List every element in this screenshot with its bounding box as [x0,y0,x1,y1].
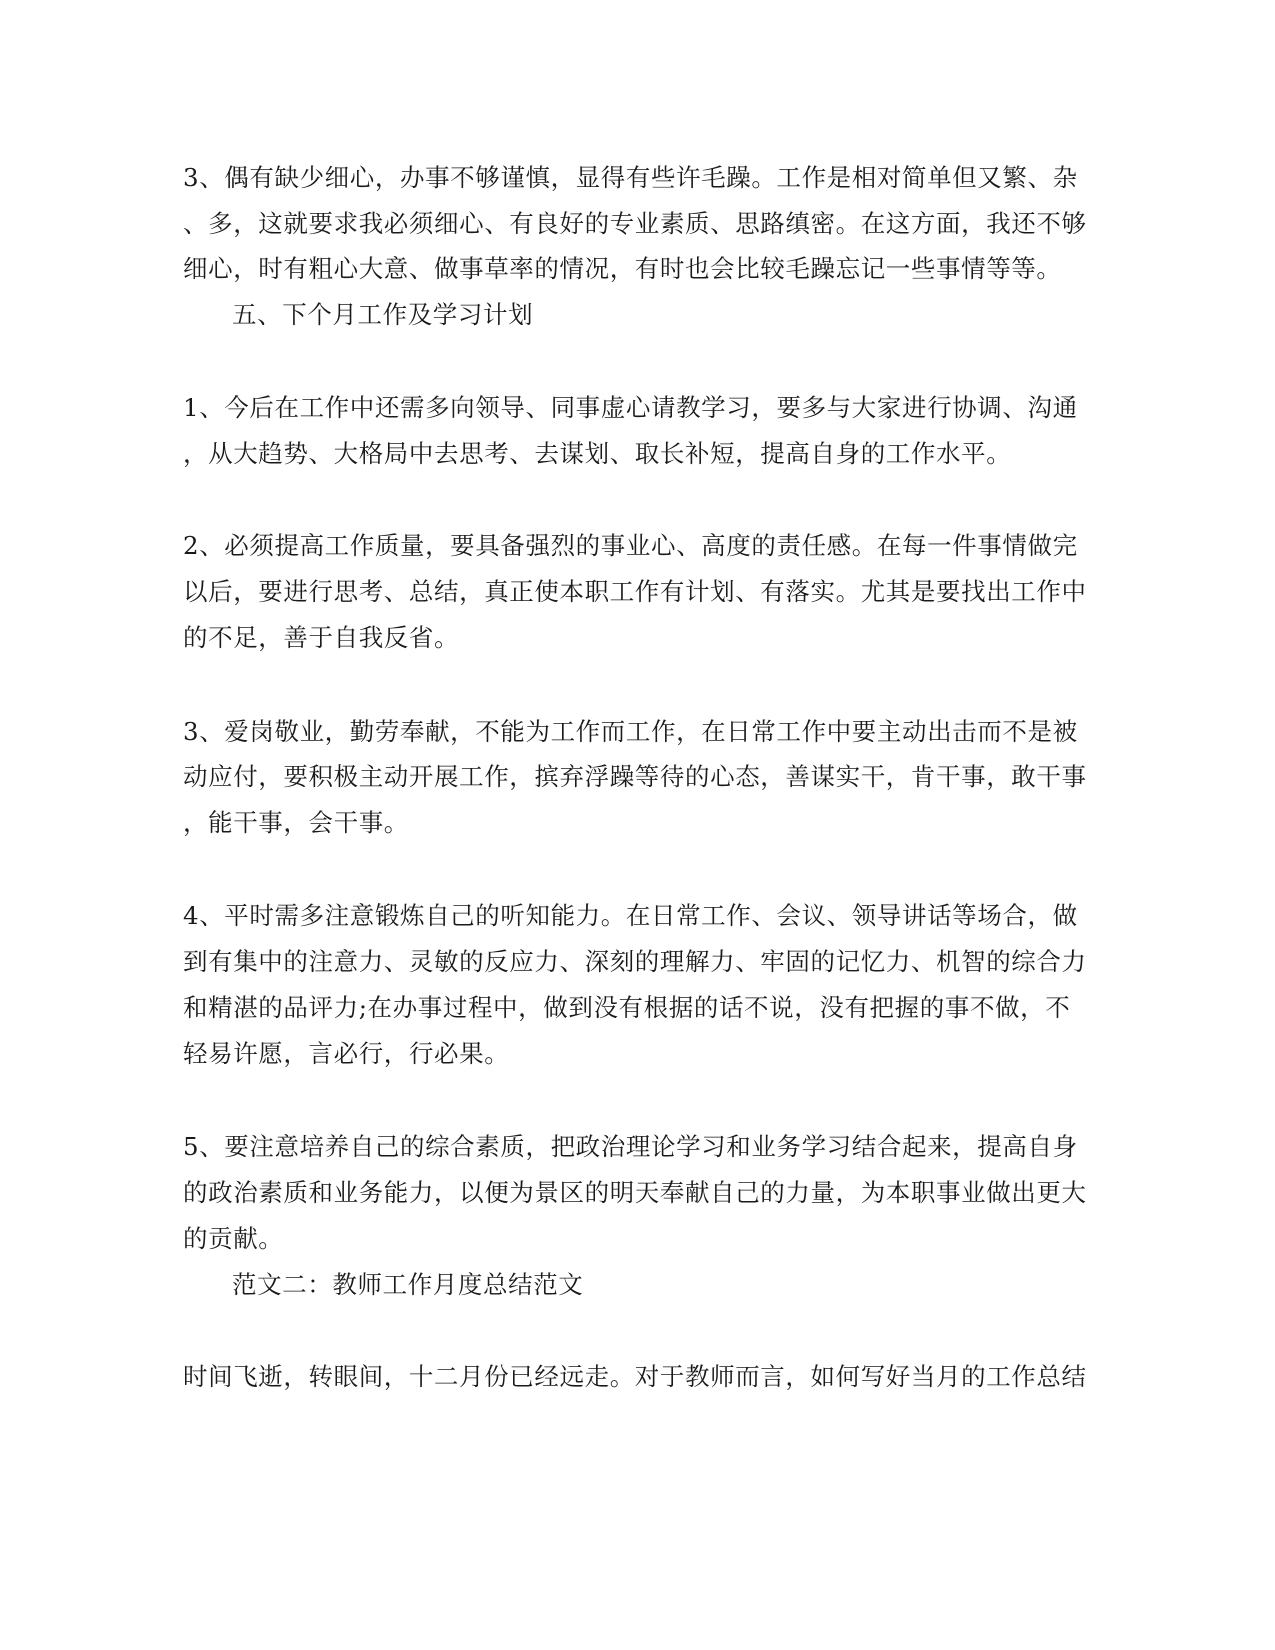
text-line: 时间飞逝，转眼间，十二月份已经远走。对于教师而言，如何写好当月的工作总结 [183,1362,1087,1391]
text-line: ，从大趋势、大格局中去思考、去谋划、取长补短，提高自身的工作水平。 [183,439,1012,468]
text-line: 的不足，善于自我反省。 [183,623,460,652]
section-heading: 五、下个月工作及学习计划 [232,300,534,329]
text-line: 细心，时有粗心大意、做事草率的情况，有时也会比较毛躁忘记一些事情等等。 [183,254,1062,283]
text-line: ，能干事，会干事。 [183,808,409,837]
text-line: 3、爱岗敬业，勤劳奉献，不能为工作而工作，在日常工作中要主动出击而不是被 [183,717,1078,746]
text-line: 1、今后在工作中还需多向领导、同事虚心请教学习，要多与大家进行协调、沟通 [183,393,1078,422]
text-line: 2、必须提高工作质量，要具备强烈的事业心、高度的责任感。在每一件事情做完 [183,531,1078,560]
text-line: 的贡献。 [183,1224,284,1253]
text-line: 动应付，要积极主动开展工作，摈弃浮躁等待的心态，善谋实干，肯干事，敢干事 [183,762,1087,791]
text-line: 、多，这就要求我必须细心、有良好的专业素质、思路缜密。在这方面，我还不够 [183,209,1087,238]
text-line: 轻易许愿，言必行，行必果。 [183,1039,510,1068]
text-line: 5、要注意培养自己的综合素质，把政治理论学习和业务学习结合起来，提高自身 [183,1132,1078,1161]
text-line: 以后，要进行思考、总结，真正使本职工作有计划、有落实。尤其是要找出工作中 [183,577,1087,606]
text-line: 和精湛的品评力;在办事过程中，做到没有根据的话不说，没有把握的事不做，不 [183,993,1071,1022]
section-heading: 范文二：教师工作月度总结范文 [232,1270,584,1299]
text-line: 4、平时需多注意锻炼自己的听知能力。在日常工作、会议、领导讲话等场合，做 [183,901,1078,930]
text-line: 3、偶有缺少细心，办事不够谨慎，显得有些许毛躁。工作是相对简单但又繁、杂 [183,163,1078,192]
text-line: 到有集中的注意力、灵敏的反应力、深刻的理解力、牢固的记忆力、机智的综合力 [183,947,1087,976]
text-line: 的政治素质和业务能力，以便为景区的明天奉献自己的力量，为本职事业做出更大 [183,1178,1087,1207]
